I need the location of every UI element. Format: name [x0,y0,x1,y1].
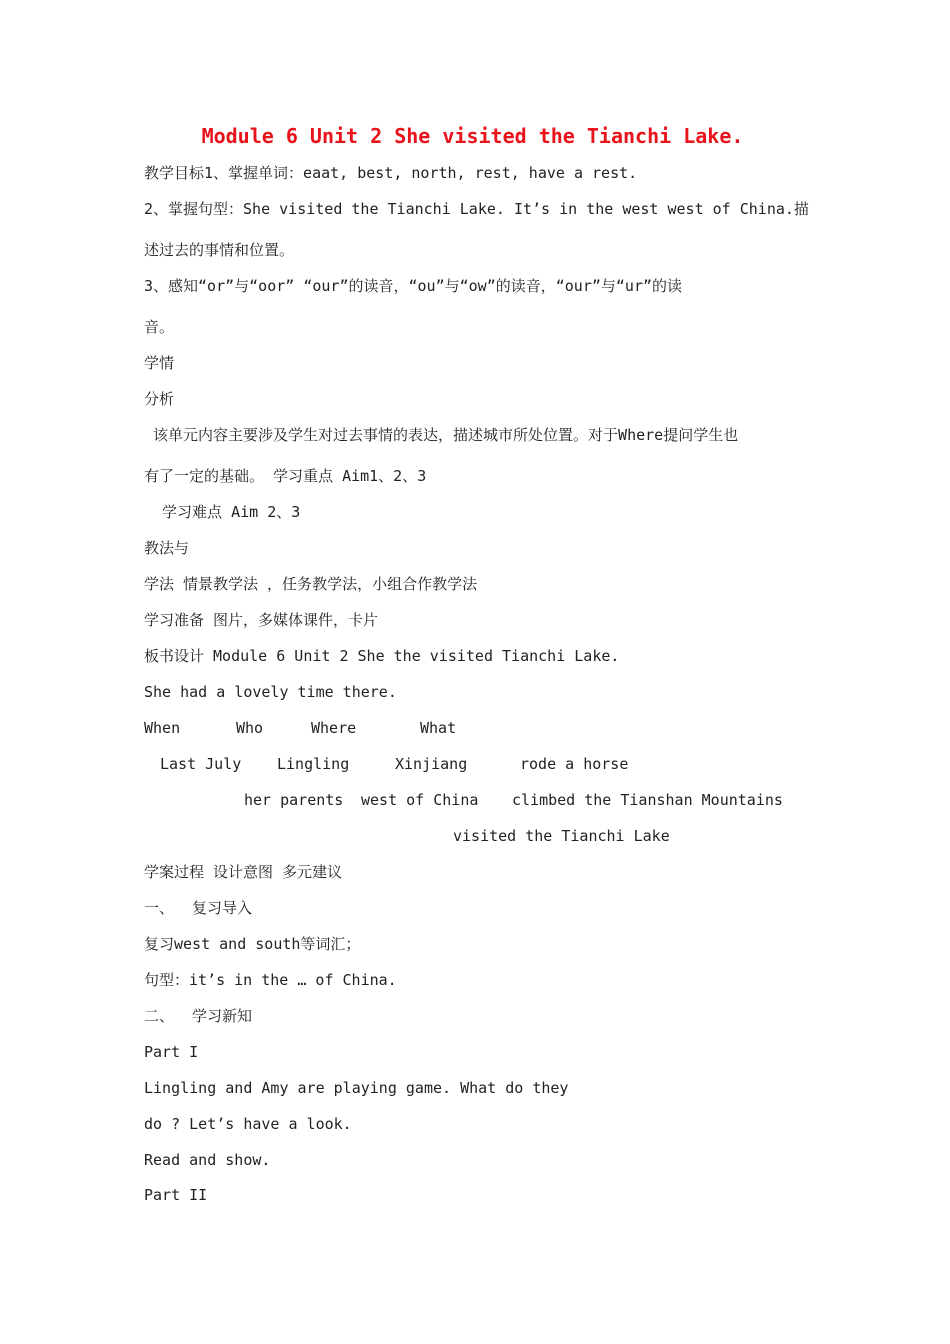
board-cell-who: Lingling [277,755,350,773]
board-cell-when: Last July [160,755,242,773]
part-1-text-2: do ? Let’s have a look. [144,1115,352,1133]
analysis-label-2: 分析 [144,390,175,408]
review-words: 复习west and south等词汇； [144,935,361,953]
goal-line-1: 教学目标1、掌握单词：eaat, best, north, rest, have a rest. [144,164,638,182]
board-header-when: When [144,719,181,737]
analysis-text-2: 有了一定的基础。 学习重点 Aim1、2、3 [144,467,427,485]
part-1-text-3: Read and show. [144,1151,271,1169]
analysis-text-3: 学习难点 Aim 2、3 [144,503,301,521]
board-cell-where-2: west of China [361,791,479,809]
board-header-what: What [420,719,457,737]
preparation-line: 学习准备 图片，多媒体课件，卡片 [144,611,379,629]
analysis-text-1: 该单元内容主要涉及学生对过去事情的表达，描述城市所处位置。对于Where提问学生也 [144,426,739,444]
part-2-heading: Part II [144,1186,208,1204]
board-cell-who-2: her parents [244,791,344,809]
board-sentence: She had a lovely time there. [144,683,397,701]
board-header-where: Where [311,719,357,737]
goal-line-2-continued: 述过去的事情和位置。 [144,241,295,259]
review-sentence: 句型：it’s in the … of China. [144,971,397,989]
goal-line-2: 2、掌握句型：She visited the Tianchi Lake. It’s in the west west of China.描 [144,200,809,218]
methods-label: 教法与 [144,539,190,557]
document-title: Module 6 Unit 2 She visited the Tianchi Lake. [201,124,744,148]
board-cell-what-2: climbed the Tianshan Mountains [512,791,783,809]
process-header: 学案过程 设计意图 多元建议 [144,863,343,881]
methods-text: 学法 情景教学法 ，任务教学法，小组合作教学法 [144,575,478,593]
section-heading-review: 一、 复习导入 [144,899,253,917]
goal-line-3-continued: 音。 [144,318,175,336]
board-header-who: Who [236,719,264,737]
board-design-line: 板书设计 Module 6 Unit 2 She the visited Tianchi Lake. [144,647,620,665]
analysis-label-1: 学情 [144,354,175,372]
part-1-heading: Part I [144,1043,199,1061]
board-cell-what: rode a horse [520,755,629,773]
goal-line-3: 3、感知“or”与“oor” “our”的读音，“ou”与“ow”的读音，“our”与“ur”的读 [144,277,683,295]
board-cell-where: Xinjiang [395,755,468,773]
part-1-text-1: Lingling and Amy are playing game. What do they [144,1079,569,1097]
section-heading-new: 二、 学习新知 [144,1007,253,1025]
board-cell-what-3: visited the Tianchi Lake [453,827,670,845]
